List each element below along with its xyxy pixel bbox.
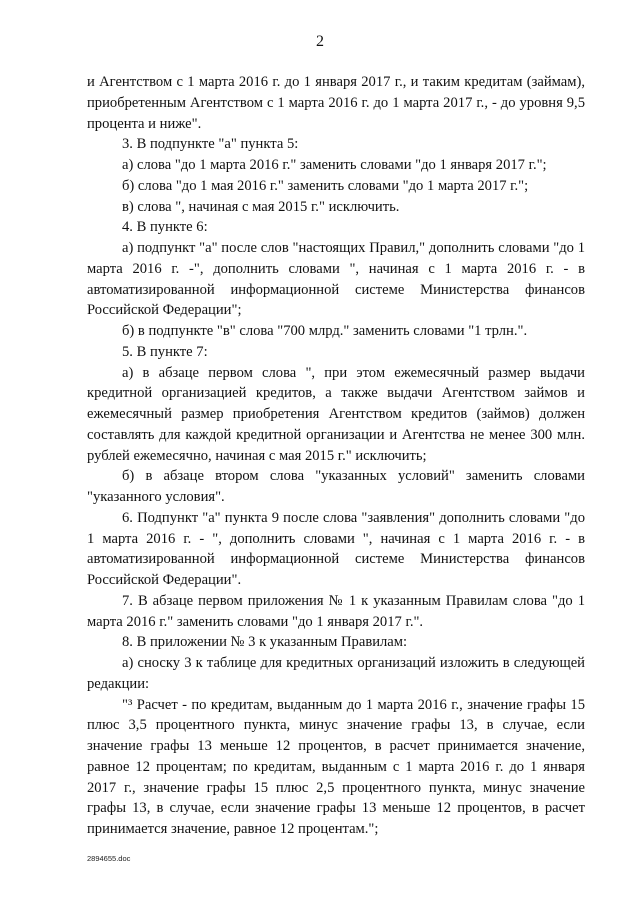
paragraph: "³ Расчет - по кредитам, выданным до 1 марта 2016 г., значение графы 15 плюс 3,5 процентного пункта, минус значение графы 13, в случае, если значение графы 13 меньше 12 процентов, в расчет принимается значение, равное 12 процентам; по кредитам, выданным с 1 марта 2016 г. до 1 января 2017 г., значение графы 15 плюс 2,5 процентного пункта, минус значение графы 13, в случае, если значение графы 13 меньше 12 процентов, в расчет принимается значение, равное 12 процентам.";	[87, 696, 585, 837]
paragraph: а) в абзаце первом слова ", при этом ежемесячный размер выдачи кредитной организацией кредитов, а также выдачи Агентством займов и ежемесячный размер приобретения Агентством кредитов (займов) должен составлять для каждой кредитной организации и Агентства не менее 300 млн. рублей ежемесячно, начиная с мая 2015 г." исключить;	[87, 364, 585, 464]
paragraph: а) подпункт "а" после слов "настоящих Правил," дополнить словами "до 1 марта 2016 г. -", дополнить словами ", начиная с 1 марта 2016 г. - в автоматизированной информационной системе Министерства финансов Российской Федерации";	[87, 240, 585, 319]
paragraph: 4. В пункте 6:	[122, 219, 208, 236]
paragraph: б) слова "до 1 мая 2016 г." заменить словами "до 1 марта 2017 г.";	[122, 177, 529, 194]
paragraph: а) слова "до 1 марта 2016 г." заменить словами "до 1 января 2017 г.";	[122, 157, 547, 173]
paragraph: и Агентством с 1 марта 2016 г. до 1 января 2017 г., и таким кредитам (займам), приобретенным Агентством с 1 марта 2016 г. до 1 марта 2017 г., - до уровня 9,5 процента и ниже".	[87, 74, 585, 132]
footer-file-name: 2894655.doc	[87, 854, 131, 863]
paragraph: а) сноску 3 к таблице для кредитных организаций изложить в следующей редакции:	[87, 655, 585, 692]
paragraph: б) в абзаце втором слова "указанных условий" заменить словами "указанного условия".	[87, 468, 585, 505]
paragraph: 3. В подпункте "а" пункта 5:	[122, 136, 299, 153]
document-body	[87, 72, 585, 840]
page-number: 2	[316, 33, 324, 50]
paragraph: 7. В абзаце первом приложения № 1 к указанным Правилам слова "до 1 марта 2016 г." заменить словами "до 1 января 2017 г.".	[87, 592, 585, 630]
paragraph: 8. В приложении № 3 к указанным Правилам:	[122, 634, 408, 651]
paragraph: 6. Подпункт "а" пункта 9 после слова "заявления" дополнить словами "до 1 марта 2016 г. - ", дополнить словами ", начиная с 1 марта 2016 г. - в автоматизированной информационной системе Министерства финансов Российской Федерации".	[87, 509, 585, 588]
paragraph: б) в подпункте "в" слова "700 млрд." заменить словами "1 трлн.".	[122, 323, 528, 339]
paragraph: 5. В пункте 7:	[122, 343, 208, 360]
paragraph: в) слова ", начиная с мая 2015 г." исключить.	[122, 198, 400, 215]
